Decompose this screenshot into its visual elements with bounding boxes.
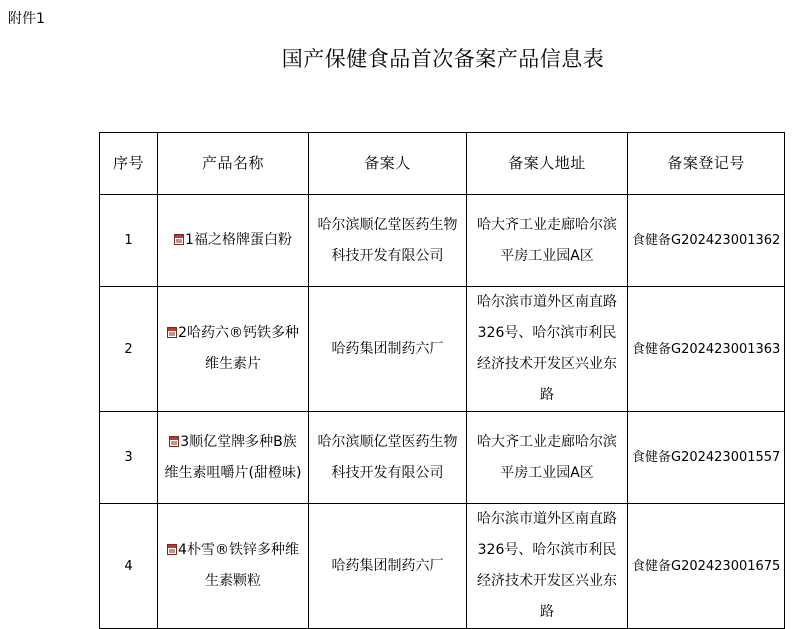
- cell-product-name[interactable]: [158, 287, 309, 412]
- product-name-link[interactable]: 1福之格牌蛋白粉: [185, 232, 292, 248]
- pdf-file-icon: [167, 544, 177, 555]
- product-name-link[interactable]: 4朴雪®铁锌多种维生素颗粒: [178, 542, 299, 589]
- table-row: [100, 195, 785, 287]
- pdf-file-icon: [174, 234, 184, 245]
- page-title: 国产保健食品首次备案产品信息表: [281, 47, 605, 71]
- table-row: [100, 412, 785, 504]
- cell-registration-number: 食健备G202423001363: [628, 287, 785, 412]
- cell-address: 哈尔滨市道外区南直路326号、哈尔滨市利民经济技术开发区兴业东路: [467, 287, 628, 412]
- pdf-file-icon: [169, 436, 179, 447]
- cell-registration-number: 食健备G202423001675: [628, 504, 785, 629]
- cell-product-name[interactable]: [158, 195, 309, 287]
- cell-filer: 哈尔滨顺亿堂医药生物科技开发有限公司: [309, 195, 467, 287]
- product-name-link[interactable]: 3顺亿堂牌多种B族维生素咀嚼片(甜橙味): [164, 433, 302, 481]
- header-filer: 备案人: [309, 133, 467, 195]
- cell-filer: 哈尔滨顺亿堂医药生物科技开发有限公司: [309, 412, 467, 504]
- cell-seq: 2: [100, 287, 158, 412]
- header-filer-address: 备案人地址: [467, 133, 628, 195]
- attachment-label: 附件1: [8, 11, 45, 27]
- cell-filer: 哈药集团制药六厂: [309, 287, 467, 412]
- cell-seq: 4: [100, 504, 158, 629]
- cell-seq: 1: [100, 195, 158, 287]
- cell-registration-number: 食健备G202423001362: [628, 195, 785, 287]
- header-product-name: 产品名称: [158, 133, 309, 195]
- cell-registration-number: 食健备G202423001557: [628, 412, 785, 504]
- product-name-link[interactable]: 2哈药六®钙铁多种维生素片: [178, 325, 299, 372]
- header-registration-number: 备案登记号: [628, 133, 785, 195]
- cell-address: 哈大齐工业走廊哈尔滨平房工业园A区: [467, 195, 628, 287]
- cell-product-name[interactable]: [158, 504, 309, 629]
- header-seq: 序号: [100, 133, 158, 195]
- cell-seq: 3: [100, 412, 158, 504]
- cell-address: 哈尔滨市道外区南直路326号、哈尔滨市利民经济技术开发区兴业东路: [467, 504, 628, 629]
- pdf-file-icon: [167, 327, 177, 338]
- table-row: [100, 504, 785, 629]
- cell-product-name[interactable]: [158, 412, 309, 504]
- table-row: [100, 287, 785, 412]
- product-info-table: [99, 132, 785, 629]
- table-header-row: [100, 133, 785, 195]
- cell-filer: 哈药集团制药六厂: [309, 504, 467, 629]
- cell-address: 哈大齐工业走廊哈尔滨平房工业园A区: [467, 412, 628, 504]
